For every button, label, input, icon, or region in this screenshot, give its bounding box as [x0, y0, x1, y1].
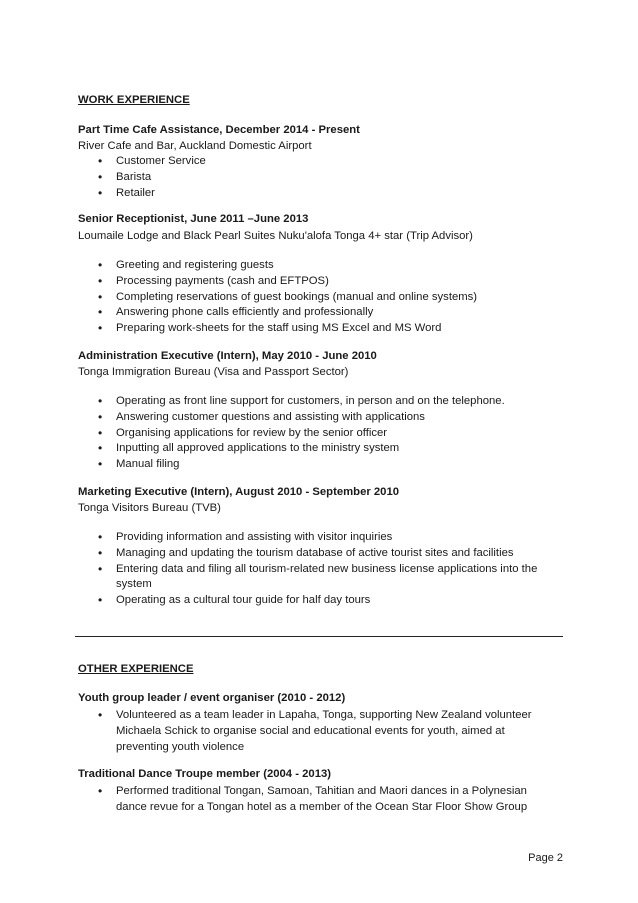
section-divider	[75, 636, 563, 637]
list-item: • Retailer	[98, 186, 206, 202]
other-experience-heading: OTHER EXPERIENCE	[78, 663, 194, 675]
job-duties-list	[98, 154, 206, 201]
list-item: • Inputting all approved applications to the ministry system	[98, 441, 505, 457]
activity-list	[98, 708, 538, 755]
list-item: • Operating as front line support for customers, in person and on the telephone.	[98, 394, 505, 410]
list-item: • Answering customer questions and assisting with applications	[98, 410, 505, 426]
list-item: • Answering phone calls efficiently and professionally	[98, 305, 477, 321]
list-item: • Operating as a cultural tour guide for half day tours	[98, 593, 563, 609]
list-item: • Processing payments (cash and EFTPOS)	[98, 274, 477, 290]
activity-title: Traditional Dance Troupe member (2004 - 2013)	[78, 768, 332, 780]
job-duties-list	[98, 394, 505, 473]
job-title: Part Time Cafe Assistance, December 2014 - Present	[78, 124, 360, 136]
list-item: • Entering data and filing all tourism-related new business license applications into the system	[98, 562, 563, 594]
job-title: Senior Receptionist, June 2011 –June 2013	[78, 213, 309, 225]
page-number: Page 2	[528, 852, 563, 864]
activity-title: Youth group leader / event organiser (2010 - 2012)	[78, 692, 346, 704]
list-item: • Performed traditional Tongan, Samoan, Tahitian and Maori dances in a Polynesian dance revue for a Tongan hotel as a member of the Ocean Star Floor Show Group	[98, 784, 538, 816]
job-employer: Tonga Immigration Bureau (Visa and Passport Sector)	[78, 366, 349, 378]
list-item: • Providing information and assisting with visitor inquiries	[98, 530, 563, 546]
list-item: • Manual filing	[98, 457, 505, 473]
list-item: • Preparing work-sheets for the staff using MS Excel and MS Word	[98, 321, 477, 337]
job-employer: Tonga Visitors Bureau (TVB)	[78, 502, 221, 514]
job-employer: Loumaile Lodge and Black Pearl Suites Nuku'alofa Tonga 4+ star (Trip Advisor)	[78, 230, 473, 242]
job-duties-list	[98, 258, 477, 337]
list-item: • Barista	[98, 170, 206, 186]
list-item: • Customer Service	[98, 154, 206, 170]
job-title: Marketing Executive (Intern), August 2010 - September 2010	[78, 486, 400, 498]
list-item: • Completing reservations of guest bookings (manual and online systems)	[98, 290, 477, 306]
list-item: • Organising applications for review by the senior officer	[98, 426, 505, 442]
work-experience-heading: WORK EXPERIENCE	[78, 94, 190, 106]
activity-list	[98, 784, 538, 816]
list-item: • Managing and updating the tourism database of active tourist sites and facilities	[98, 546, 563, 562]
list-item: • Volunteered as a team leader in Lapaha, Tonga, supporting New Zealand volunteer Michaela Schick to organise social and educational events for youth, aimed at preventing youth violence	[98, 708, 538, 755]
job-employer: River Cafe and Bar, Auckland Domestic Airport	[78, 140, 312, 152]
job-title: Administration Executive (Intern), May 2010 - June 2010	[78, 350, 377, 362]
job-duties-list	[98, 530, 563, 609]
list-item: • Greeting and registering guests	[98, 258, 477, 274]
